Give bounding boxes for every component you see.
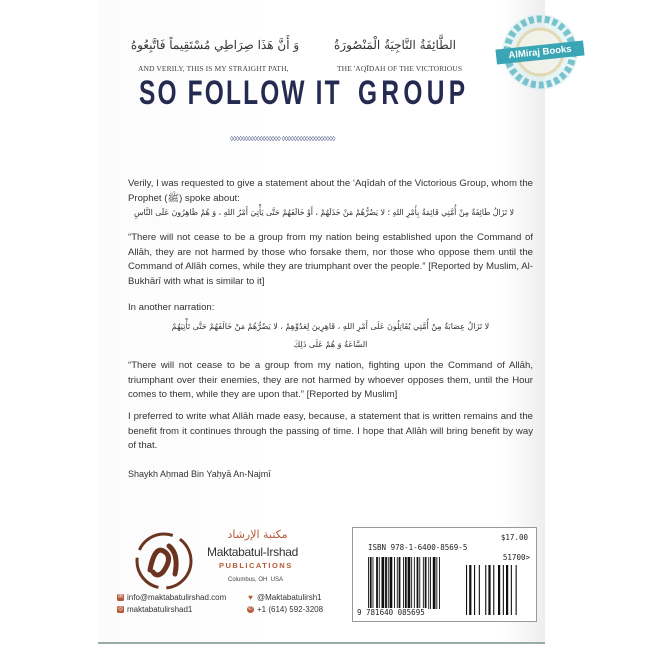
- barcode-bar: [399, 557, 401, 609]
- barcode-bar: [433, 557, 436, 609]
- barcode-bar: [425, 557, 427, 609]
- addon-bar: [466, 565, 467, 615]
- hadith1-english: “There will not cease to be a group from my nation being established upon the Command of Allāh, they are not harmed by those who forsake them, nor those who oppose them until the Command of Allāh comes, while they are triumphant over the people.” [Reported by Muslim, Al-Bukhārī with what is similar to it]: [128, 232, 533, 287]
- instagram-icon: ◎: [117, 606, 124, 612]
- addon-bar: [485, 565, 486, 615]
- barcode-bar: [417, 557, 419, 609]
- email-text: info@maktabatulirshad.com: [127, 593, 227, 602]
- publisher-logo-icon: [135, 532, 193, 590]
- right-title-subtitle: THE 'AQĪDAH OF THE VICTORIOUS: [337, 64, 463, 73]
- addon-bar: [498, 565, 500, 615]
- twitter-contact[interactable]: [247, 593, 322, 602]
- hadith2-arabic-line1: لا تَزَالُ عِصَابَةٌ مِنْ أُمَّتِي يُقَاتِلُونَ عَلَى أَمْرِ اللهِ ، قَاهِرِينَ لِعَدُوِّهِمْ ، لا يَضُرُّهُمْ مَنْ خَالَفَهُمْ حَتَّى تَأْتِيَهُمْ: [171, 322, 490, 331]
- barcode-bar: [388, 557, 389, 609]
- barcode-bar: [436, 557, 437, 609]
- addon-bar: [506, 565, 508, 615]
- ornamental-divider: ◊◊◊◊◊◊◊◊◊◊◊◊◊◊◊◊◊ ◊◊◊◊◊◊◊◊◊◊◊◊◊◊◊◊◊◊: [230, 136, 336, 143]
- addon-bar: [474, 565, 475, 615]
- addon-bar: [488, 565, 490, 615]
- addon-bar: [493, 565, 494, 615]
- addon-bar: [516, 565, 517, 615]
- intro-paragraph: Verily, I was requested to give a statement about the ‘Aqīdah of the Victorious Group, whom the Prophet (ﷺ) spoke about:: [128, 178, 533, 204]
- barcode-bar: [376, 557, 378, 609]
- almiraj-watermark: [500, 12, 580, 92]
- addon-bar: [469, 565, 471, 615]
- addon-bar: [479, 565, 480, 615]
- isbn-barcode-box: [352, 527, 537, 622]
- barcode-bar: [405, 557, 407, 609]
- barcode-bar: [397, 557, 398, 609]
- right-title-arabic: الطَّائِفَةُ النَّاجِيَةُ الْمَنْصُورَةُ: [334, 38, 456, 52]
- whatsapp-contact[interactable]: [247, 605, 323, 614]
- barcode-bar: [419, 557, 420, 609]
- barcode-bar: [385, 557, 387, 609]
- author-signature: Shaykh Aḥmad Bin Yaḥyā An-Najmī: [128, 469, 271, 479]
- publisher-location: Columbus, OH USA: [228, 577, 284, 583]
- barcode-bar: [414, 557, 415, 609]
- price-label: $17.00: [500, 533, 528, 542]
- barcode-bar: [370, 557, 372, 609]
- email-icon: ✉: [117, 594, 124, 600]
- email-contact[interactable]: [117, 593, 226, 602]
- watermark-ribbon: AlMiraj Books: [495, 40, 584, 64]
- left-title-main: SO FOLLOW IT: [139, 74, 342, 112]
- barcode-bar: [379, 557, 380, 609]
- barcode-bar: [408, 557, 411, 609]
- barcode-bars: [368, 553, 528, 615]
- barcode-bar: [439, 557, 440, 609]
- barcode-bar: [390, 557, 393, 609]
- left-title-subtitle: AND VERILY, THIS IS MY STRAIGHT PATH,: [138, 64, 289, 73]
- barcode-bar: [394, 557, 395, 609]
- isbn-label: ISBN 978-1-6400-8569-5: [368, 543, 468, 552]
- another-narration-label: In another narration:: [128, 302, 215, 313]
- barcode-bar: [428, 557, 429, 609]
- whatsapp-icon: ✆: [247, 606, 254, 612]
- twitter-text: @Maktabatulirsh1: [257, 593, 322, 602]
- price-code-label: 51700>: [502, 553, 530, 562]
- hadith2-arabic-line2: السَّاعَةُ وَ هُمْ عَلَى ذَلِكَ: [293, 340, 368, 349]
- instagram-contact[interactable]: [117, 605, 192, 614]
- closing-paragraph: I preferred to write what Allāh made easy, because, a statement that is written remains and the benefit from it continues through the passing of time. I hope that Allāh will bring benefit by way of that.: [128, 411, 533, 451]
- barcode-bar: [373, 557, 374, 609]
- barcode-bar: [411, 557, 412, 609]
- barcode-bar: [368, 557, 369, 615]
- barcode-bar: [403, 557, 404, 609]
- barcode-number: 9 781640 085695: [357, 608, 425, 617]
- hadith1-arabic: لا تَزَالُ طَائِفَةٌ مِنْ أُمَّتِي قَائِمَةٌ بِأَمْرِ اللهِ ؛ لا يَضُرُّهُمْ مَنْ خَذَلَهُمْ ، أَوْ خَالَفَهُمْ حَتَّى يَأْتِيَ أَمْرُ اللهِ ، وَ هُمْ ظَاهِرُونَ عَلَى النَّاسِ: [134, 208, 514, 217]
- right-title-main: GROUP: [358, 74, 470, 112]
- publisher-name: Maktabatul-Irshad: [207, 545, 298, 559]
- addon-bar: [511, 565, 512, 615]
- twitter-icon: ♥: [248, 593, 253, 602]
- barcode-bar: [423, 557, 424, 609]
- addon-bar: [503, 565, 504, 615]
- barcode-bar: [430, 557, 431, 609]
- hadith2-english: “There will not cease to be a group from my nation, fighting upon the Command of Allāh, triumphant over their enemies, they are not harmed by whoever opposes them, until the Hour comes to them, while they are upon that.” [Reported by Muslim]: [128, 360, 533, 400]
- whatsapp-text: +1 (614) 592-3208: [257, 605, 324, 614]
- instagram-text: maktabatulirshad1: [127, 605, 193, 614]
- publisher-sub: PUBLICATIONS: [219, 561, 293, 570]
- left-title-arabic: وَ أَنَّ هَذَا صِرَاطِي مُسْتَقِيماً فَاتَّبِعُوهُ: [130, 38, 300, 52]
- publisher-logo: [135, 532, 193, 590]
- publisher-arabic-name: مكتبة الإرشاد: [227, 528, 288, 541]
- barcode-bar: [382, 557, 385, 609]
